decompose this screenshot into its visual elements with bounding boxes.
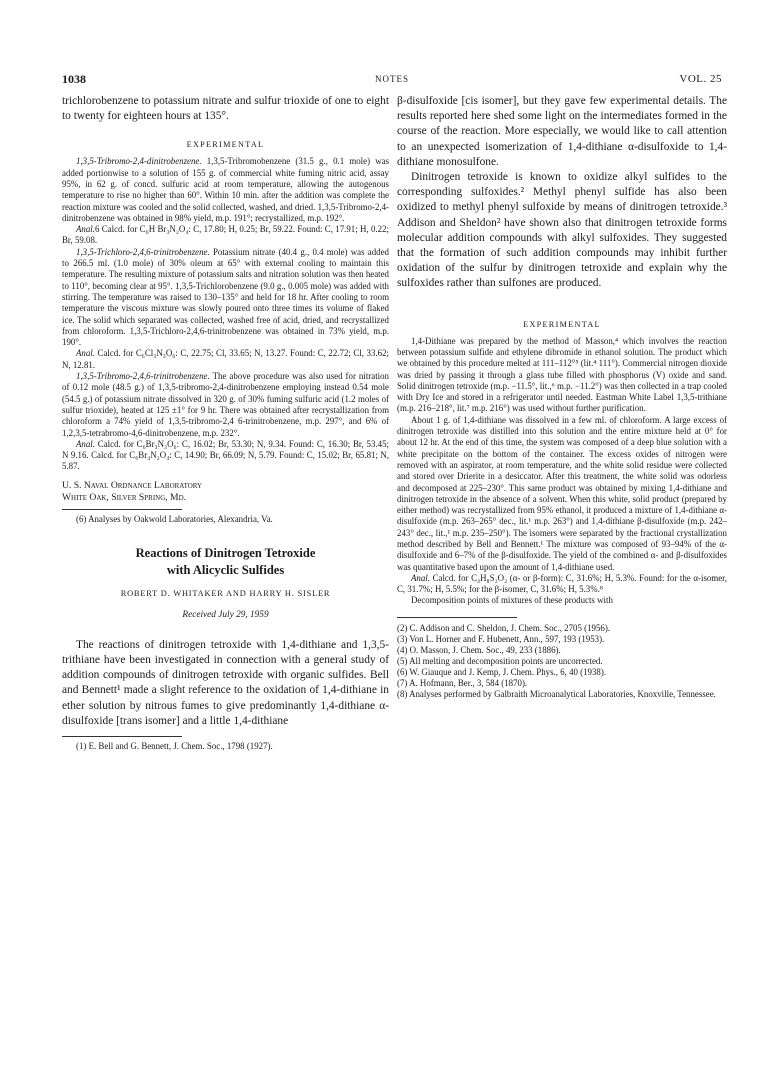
footnote: (2) C. Addison and C. Sheldon, J. Chem. Soc., 2705 (1956). xyxy=(397,622,610,633)
volume-label: VOL. 25 xyxy=(679,73,722,85)
body-paragraph: Dinitrogen tetroxide is known to oxidize alkyl sulfides to the corresponding sulfoxides.² Methyl phenyl sulfide has also been oxidized to methyl phenyl sulfoxide by means of dinitrogen tetroxide.³ Addison and Sheldon² have shown also that dinitrogen tetroxide forms molecular addition compounds with alkyl sulfoxides. They suggested that the formation of such addition compounds may inhibit further oxidation of the sulfur by dinitrogen tetroxide and explain why the sulfoxides rather than sulfones are produced. xyxy=(397,171,727,290)
experimental-paragraph: Decomposition points of mixtures of these products with xyxy=(411,595,613,606)
footnote: (3) Von L. Horner and F. Hubenett, Ann., 597, 193 (1953). xyxy=(397,633,605,644)
experimental-paragraph: About 1 g. of 1,4-dithiane was dissolved in a few ml. of chloroform. A large excess of dinitrogen tetroxide was distilled into this solution and the entire mixture held at 0° for about 12 hr. At the end of this time, the system was composed of a deep blue solution with a white precipitate on the bottom of the container. The excess oxides of nitrogen were removed with an aspirator, at room temperature, and the white solid residue were collected and stored over Drierite in a desiccator. After this treatment, the white solid was odorless and decomposed at 225–230°. This same product was obtained by mixing 1,4-dithiane and dinitrogen tetroxide in the absence of a solvent. When this white, solid product (prepared by either method) was recrystallized from 95% ethanol, it produced a mixture of 1,4-dithiane α-disulfoxide (m.p. 263–265° dec., lit.¹ m.p. 263°) and 1,4-dithiane β-disulfoxide (m.p. 242–243° dec., lit.,¹ m.p. 235–250°). The isomers were separated by the fractional crystallization method described by Bell and Bennett.¹ The mixture was composed of 93–94% of the α-disulfoxide and 6–7% of the β-disulfoxide. The yield of the combined α- and β-disulfoxides was quantitative based upon the amount of 1,4-dithiane used. xyxy=(397,414,727,572)
analysis-paragraph: Anal. Calcd. for C₆Cl₃N₃O₆: C, 22.75; Cl, 33.65; N, 13.27. Found: C, 22.72; Cl, 33.62; N, 12.81. xyxy=(62,348,389,370)
footnote: (6) W. Giauque and J. Kemp, J. Chem. Phys., 6, 40 (1938). xyxy=(397,666,607,677)
article-title: Reactions of Dinitrogen Tetroxide xyxy=(135,545,316,560)
body-paragraph: The reactions of dinitrogen tetroxide with 1,4-dithiane and 1,3,5-trithiane have been investigated in connection with a general study of addition compounds of dinitrogen tetroxide with organic sulfides. Bell and Bennett¹ made a slight reference to the oxidation of 1,4-dithiane in ether solution by nitrous fumes to give predominantly 1,4-dithiane α-disulfoxide [trans isomer] and a little 1,4-dithiane xyxy=(62,638,389,727)
footnote: (4) O. Masson, J. Chem. Soc., 49, 233 (1886). xyxy=(397,644,561,655)
affiliation-line: U. S. Naval Ordnance Laboratory xyxy=(62,479,203,491)
footnote: (5) All melting and decomposition points are uncorrected. xyxy=(397,655,603,666)
procedure-paragraph: 1,3,5-Trichloro-2,4,6-trinitrobenzene. Potassium nitrate (40.4 g., 0.4 mole) was added to 266.5 ml. (1.0 mole) of 30% oleum at 65° with external cooling to maintain this temperature. The resulting mixture of potassium salts and nitration solution was then heated to 110°, becoming clear at 95°. 1,3,5-Trichlorobenzene (9.0 g., 0.005 mole) was added with stirring. The temperature was raised to 130–135° and held for 18 hr. After cooling to room temperature the viscous mixture was slowly poured onto three times its volume of flaked ice. The solid which separated was collected, washed free of acid, dried, and recrystallized from chloroform. 1,3,5-Trichloro-2,4,6-trinitrobenzene was obtained in 73% yield, m.p. 190°. xyxy=(62,246,389,348)
experimental-paragraph: 1,4-Dithiane was prepared by the method of Masson,⁴ which involves the reaction between potassium sulfide and ethylene dibromide in ethanol solution. The product which we obtained by this procedure melted at 111–112°⁵ (lit.⁴ 111°). Commercial nitrogen dioxide was dried by passing it through a glass tube filled with phosphorus (V) oxide and sand. Solid dinitrogen tetroxide (m.p. −11.5°, lit.,⁶ m.p. −11.2°) was then collected in a trap cooled with Dry Ice and stored in a refrigerator until needed. Eastman White Label 1,3,5-trithiane (m.p. 216–218°, lit.⁷ m.p. 216°) was used without further purification. xyxy=(397,335,727,414)
compound-title: 1,3,5-Trichloro-2,4,6-trinitrobenzene. xyxy=(76,246,210,257)
footnote: (7) A. Hofmann, Ber., 3, 584 (1870). xyxy=(397,677,528,688)
experimental-heading: EXPERIMENTAL xyxy=(186,140,265,150)
footnote: (1) E. Bell and G. Bennett, J. Chem. Soc., 1798 (1927). xyxy=(76,740,273,751)
analysis-paragraph: Anal. Calcd. for C₆Br₃N₃O₆: C, 16.02; Br, 53.30; N, 9.34. Found: C, 16.30; Br, 53.45; N 9.16. Calcd. for C₆Br₄N₂O₄: C, 14.90; Br, 66.09; N, 5.79. Found: C, 15.02; Br, 65.81; N, 5.87. xyxy=(62,438,389,472)
footnote-list xyxy=(397,623,727,700)
footnote: (8) Analyses performed by Galbraith Microanalytical Laboratories, Knoxville, Tennessee. xyxy=(397,688,716,699)
article-title: with Alicyclic Sulfides xyxy=(166,562,285,577)
affiliation-line: White Oak, Silver Spring, Md. xyxy=(62,491,187,503)
running-head: NOTES xyxy=(375,74,409,84)
compound-title: 1,3,5-Tribromo-2,4-dinitrobenzene. xyxy=(76,156,202,167)
procedure-paragraph: 1,3,5-Tribromo-2,4-dinitrobenzene. 1,3,5-Tribromobenzene (31.5 g., 0.1 mole) was added portionwise to a solution of 155 g. of commercial white fuming nitric acid, assay 95%, in 62 g. of concd. sulfuric acid at room temperature, allowing the autogenous temperature to rise no higher than 60°. Within 10 min. after the addition was complete the reaction mixture was cooled and the solid collected, washed, and dried. 1,3,5-Tribromo-2,4-dinitrobenzene was obtained in 98% yield, m.p. 191°; recrystallized, m.p. 192°. xyxy=(62,156,389,223)
right-column xyxy=(397,94,727,700)
authors: ROBERT D. WHITAKER AND HARRY H. SISLER xyxy=(120,588,331,598)
received-date: Received July 29, 1959 xyxy=(182,609,269,620)
footnote: (6) Analyses by Oakwold Laboratories, Alexandria, Va. xyxy=(76,513,273,524)
body-paragraph: β-disulfoxide [cis isomer], but they gave few experimental details. The results reported here shed some light on the intermediates formed in the course of the reaction. More especially, we would like to call attention to an unexpected isomerization of 1,4-dithiane α-disulfoxide to 1,4-dithiane monosulfone. xyxy=(397,95,727,168)
page-number: 1038 xyxy=(62,72,86,86)
running-header xyxy=(62,72,722,86)
compound-title: 1,3,5-Tribromo-2,4,6-trinitrobenzene. xyxy=(76,371,210,382)
experimental-heading: EXPERIMENTAL xyxy=(523,319,601,329)
intro-paragraph: trichlorobenzene to potassium nitrate and sulfur trioxide of one to eight to twenty for eighteen hours at 135°. xyxy=(62,95,389,123)
left-column xyxy=(62,94,389,752)
analysis-paragraph: Anal.6 Calcd. for C₆H Br₃N₂O₄: C, 17.80; H, 0.25; Br, 59.22. Found: C, 17.91; H, 0.22; Br, 59.08. xyxy=(62,224,389,246)
procedure-paragraph: 1,3,5-Tribromo-2,4,6-trinitrobenzene. The above procedure was also used for nitration of 0.12 mole (48.5 g.) of 1,3,5-tribromo-2,4-dinitrobenzene employing instead 0.54 mole (54.5 g.) of potassium nitrate dissolved in 320 g. of 30% fuming sulfuric acid (1.2 moles of sulfur trioxide), heated at 125 ±1° for 9 hr. There was obtained after recrystallization from chloroform a 74% yield of 1,3,5-tribromo-2,4 6-trinitrobenzene, m.p. 297°, and 6% of 1,2,3,5-tetrabromo-4,6-dinitrobenzene, m.p. 232°. xyxy=(62,371,389,438)
analysis-paragraph: Anal. Calcd. for C₄H₈S₂O₂ (α- or β-form): C, 31.6%; H, 5.3%. Found: for the α-isomer, C, 31.7%; H, 5.5%; for the β-isomer, C, 31.6%; H, 5.3%.⁸ xyxy=(397,572,727,595)
